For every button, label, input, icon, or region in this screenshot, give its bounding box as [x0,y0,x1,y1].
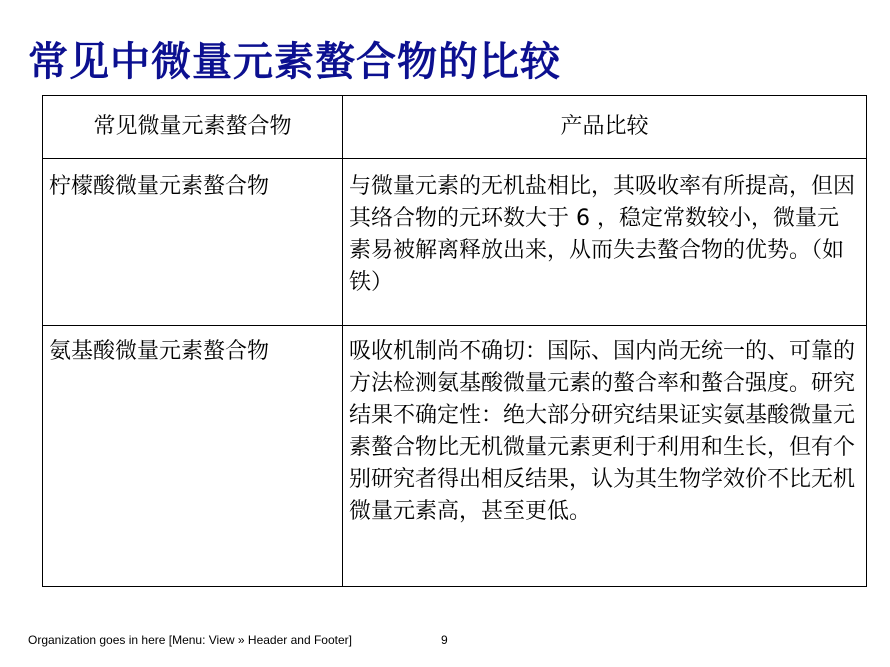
row-name-text: 氨基酸微量元素螯合物 [49,339,270,364]
header-cell-comparison: 产品比较 [343,96,867,159]
footer-organization: Organization goes in here [Menu: View » Header and Footer] [28,633,352,647]
row-name-cell [43,159,343,326]
row-name-text: 柠檬酸微量元素螯合物 [49,174,270,199]
comparison-table [42,95,867,587]
row-name-cell [43,326,343,587]
header-cell-chelate: 常见微量元素螯合物 [43,96,343,159]
row-comparison-cell [343,159,867,326]
page-number: 9 [441,633,448,647]
row-comparison-text: 吸收机制尚不确切：国际、国内尚无统一的、可靠的方法检测氨基酸微量元素的螯合率和螯合强度。研究结果不确定性：绝大部分研究结果证实氨基酸微量元素螯合物比无机微量元素更利于利用和生长，但有个别研究者得出相反结果，认为其生物学效价不比无机微量元素高，甚至更低。 [349,339,856,524]
slide-title: 常见中微量元素螯合物的比较 [28,39,561,85]
table-header-row [43,96,867,159]
table-row [43,326,867,587]
row-comparison-cell [343,326,867,587]
row-comparison-text: 与微量元素的无机盐相比，其吸收率有所提高，但因其络合物的元环数大于 6 ，稳定常数较小，微量元素易被解离释放出来，从而失去螯合物的优势。（如铁） [349,174,856,295]
table-row [43,159,867,326]
